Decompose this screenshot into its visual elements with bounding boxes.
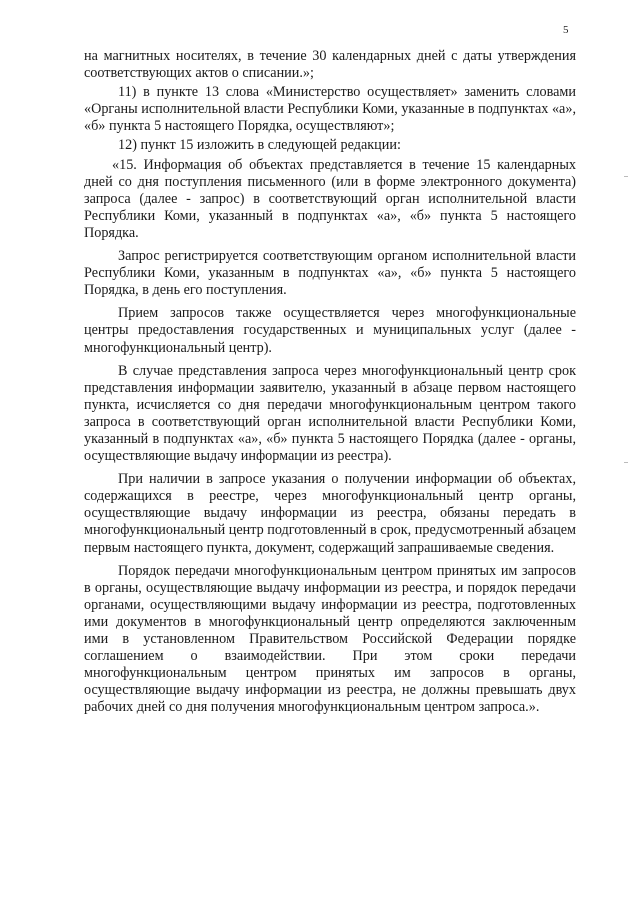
paragraph-mfc-deadline: В случае представления запроса через многофункциональный центр срок представления информации заявителю, указанный в абзаце первом настоящего пункта, исчисляется со дня передачи многофункциональным центром такого запроса в соответствующий орган исполнительной власти Республики Коми, указанный в подпунктах «а», «б» пункта 5 настоящего Порядка (далее - органы, осуществляющие выдачу информации из реестра).	[84, 362, 576, 465]
document-body	[84, 48, 576, 716]
page-number: 5	[563, 24, 569, 36]
paragraph-clause-15: «15. Информация об объектах представляется в течение 15 календарных дней со дня поступления письменного (или в форме электронного документа) запроса (далее - запрос) в соответствующий орган исполнительной власти Республики Коми, указанный в подпунктах «а», «б» пункта 5 настоящего Порядка.	[84, 156, 576, 241]
margin-mark	[624, 462, 628, 463]
paragraph-continuation: на магнитных носителях, в течение 30 календарных дней с даты утверждения соответствующих актов о списании.»;	[84, 48, 576, 82]
paragraph-item-11: 11) в пункте 13 слова «Министерство осуществляет» заменить словами «Органы исполнительной власти Республики Коми, указанные в подпунктах «а», «б» пункта 5 настоящего Порядка, осуществляют»;	[84, 84, 576, 135]
paragraph-transfer-procedure: Порядок передачи многофункциональным центром принятых им запросов в органы, осуществляющие выдачу информации из реестра, и порядок передачи органами, осуществляющими выдачу информации из реестра, подготовленных ими документов в многофункциональный центр определяются заключенным ими в установленном Правительством Российской Федерации порядке соглашением о взаимодействии. При этом сроки передачи многофункциональным центром принятых им запросов в органы, осуществляющие выдачу информации из реестра, не должны превышать двух рабочих дней со дня получения многофункциональным центром запроса.».	[84, 562, 576, 716]
margin-mark	[624, 176, 628, 177]
paragraph-registration: Запрос регистрируется соответствующим органом исполнительной власти Республики Коми, указанным в подпунктах «а», «б» пункта 5 настоящего Порядка, в день его поступления.	[84, 248, 576, 299]
paragraph-mfc-transfer: При наличии в запросе указания о получении информации об объектах, содержащихся в реестре, через многофункциональный центр органы, осуществляющие выдачу информации из реестра, обязаны передать в многофункциональный центр подготовленный в срок, предусмотренный абзацем первым настоящего пункта, документ, содержащий запрашиваемые сведения.	[84, 471, 576, 556]
paragraph-mfc-reception: Прием запросов также осуществляется через многофункциональные центры предоставления государственных и муниципальных услуг (далее - многофункциональный центр).	[84, 305, 576, 356]
paragraph-item-12: 12) пункт 15 изложить в следующей редакции:	[118, 137, 401, 154]
